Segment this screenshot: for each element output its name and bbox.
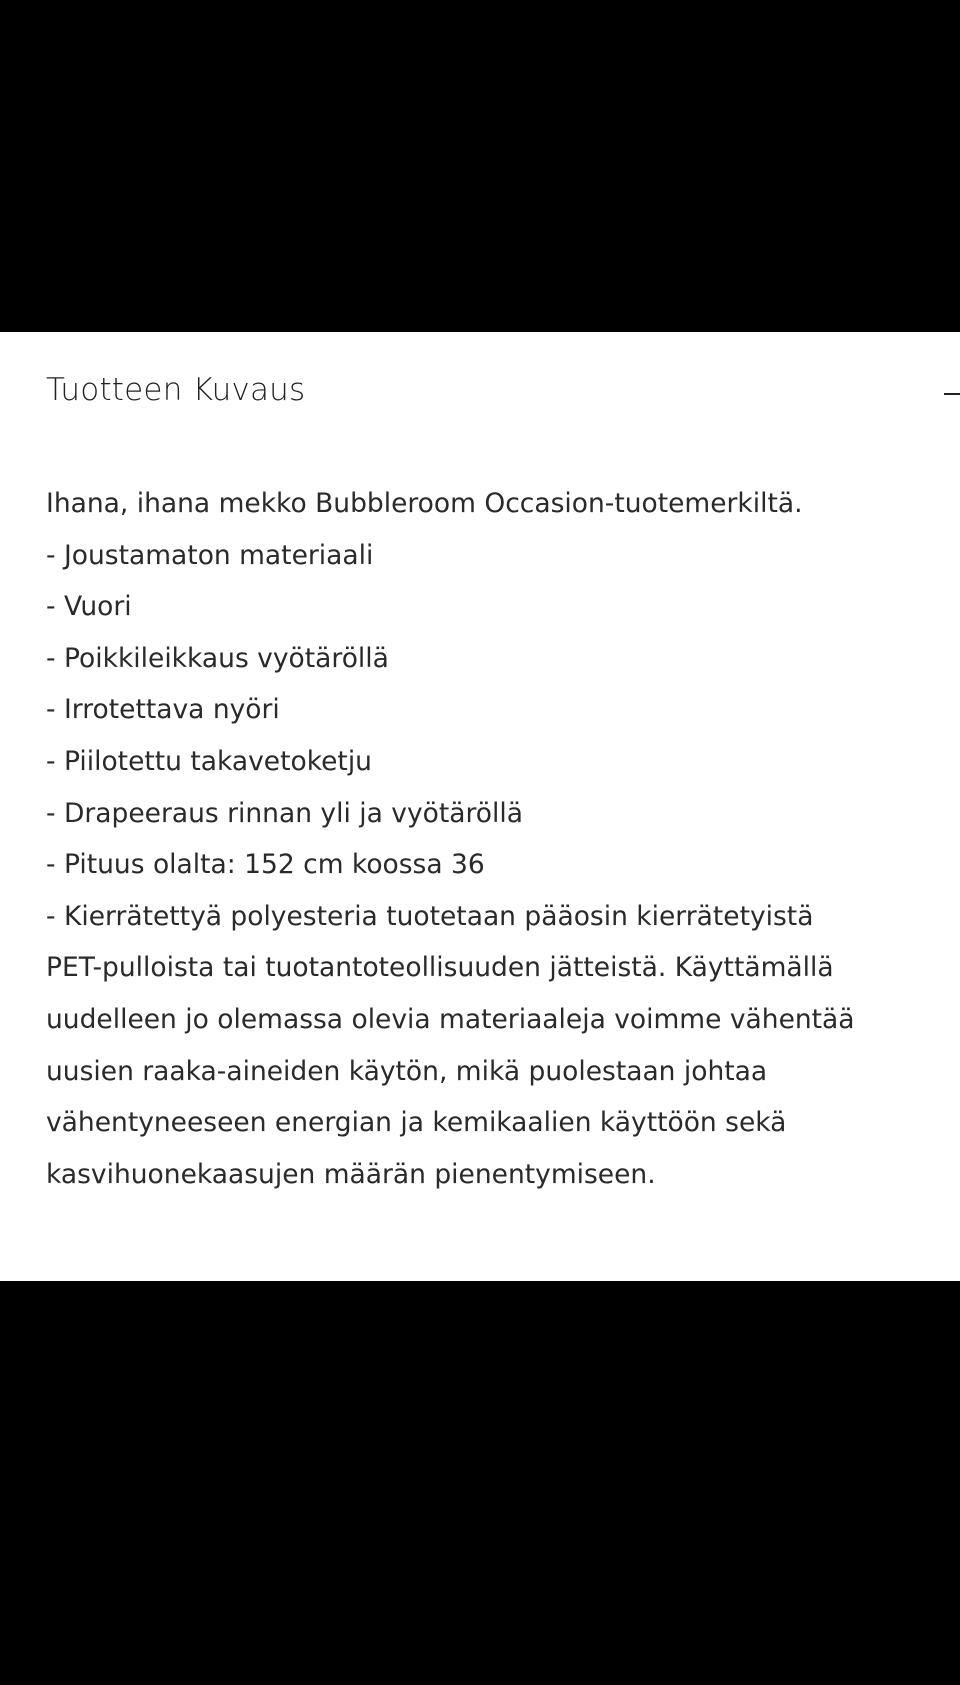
description-text <box>46 478 855 1200</box>
list-item: - Irrotettava nyöri <box>46 694 280 726</box>
list-item: - Vuori <box>46 591 132 623</box>
minus-icon[interactable] <box>944 393 960 395</box>
description-intro: Ihana, ihana mekko Bubbleroom Occasion-tuotemerkiltä. <box>46 488 803 519</box>
list-item: - Pituus olalta: 152 cm koossa 36 <box>46 849 485 881</box>
list-item: - Drapeeraus rinnan yli ja vyötäröllä <box>46 797 523 829</box>
recycled-text-line: PET-pulloista tai tuotantoteollisuuden jätteistä. Käyttämällä <box>46 952 834 984</box>
list-item: - Piilotettu takavetoketju <box>46 745 372 777</box>
list-item: - Poikkileikkaus vyötäröllä <box>46 642 389 674</box>
recycled-text-line: vähentyneeseen energian ja kemikaalien käyttöön sekä <box>46 1107 787 1139</box>
recycled-text-line: - Kierrätettyä polyesteria tuotetaan pääosin kierrätetyistä <box>46 900 814 932</box>
recycled-text-line: uudelleen jo olemassa olevia materiaaleja voimme vähentää <box>46 1003 855 1035</box>
recycled-text-line: kasvihuonekaasujen määrän pienentymiseen. <box>46 1158 656 1190</box>
list-item: - Joustamaton materiaali <box>46 539 374 571</box>
recycled-text-line: uusien raaka-aineiden käytön, mikä puolestaan johtaa <box>46 1055 768 1087</box>
section-title[interactable]: Tuotteen Kuvaus <box>46 372 306 408</box>
